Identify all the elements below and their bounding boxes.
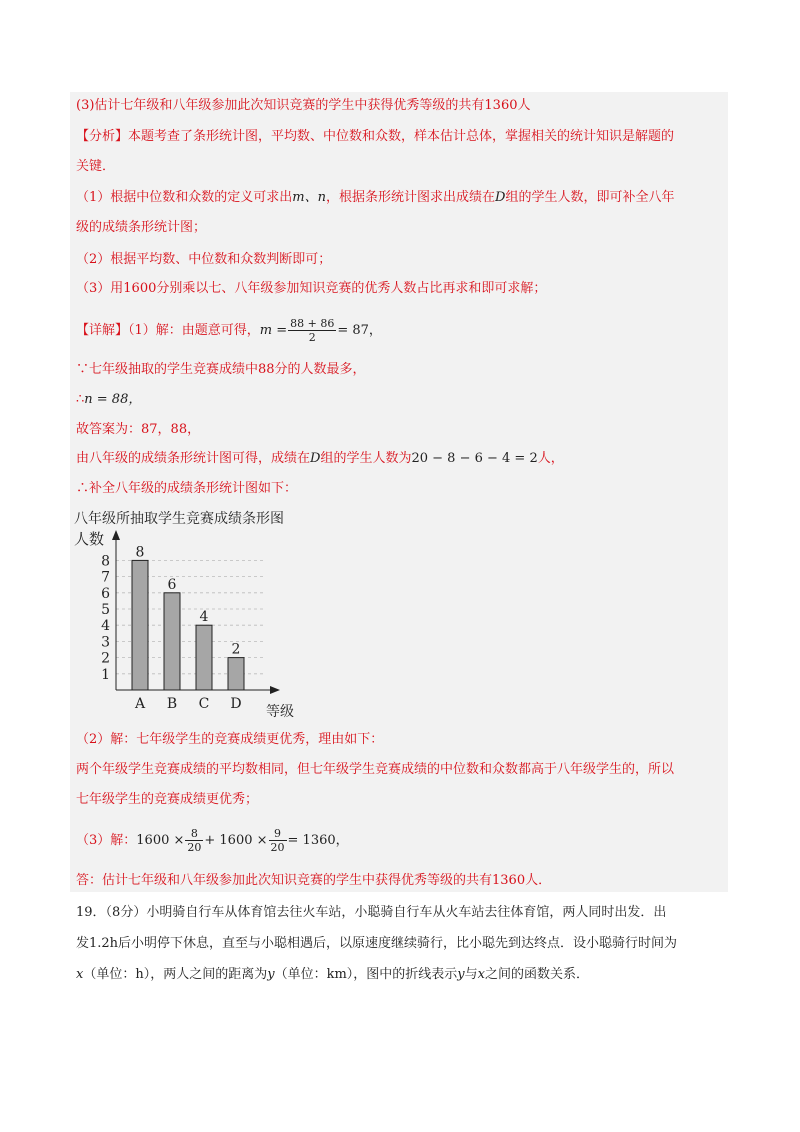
- detail-line-1: [76, 317, 382, 344]
- y-tick-label: 7: [101, 569, 110, 586]
- var-y: y: [267, 967, 275, 982]
- analysis-line-5: （2）根据平均数、中位数和众数判断即可；: [76, 252, 332, 267]
- fraction-1: [185, 827, 203, 854]
- y-tick-label: 5: [101, 602, 110, 618]
- text-d: （单位：km），图中的折线表示: [274, 967, 458, 982]
- text-b: （单位：h），两人之间的距离为: [83, 967, 268, 982]
- x-tick-label: A: [134, 696, 146, 712]
- bar-chart: [70, 528, 310, 728]
- eq-right: = 87，: [337, 323, 382, 338]
- text-b: 组的学生人数为: [320, 451, 412, 466]
- denominator-1: 20: [187, 841, 202, 854]
- analysis-line-4: 级的成绩条形统计图；: [76, 220, 207, 235]
- eq-left: m =: [259, 323, 288, 338]
- bar: [196, 625, 212, 690]
- therefore: ∴: [76, 392, 85, 407]
- x-axis-arrow: [270, 686, 280, 694]
- eq-n: n = 88，: [84, 392, 142, 407]
- var-d: D: [310, 451, 321, 466]
- numerator-2: 9: [269, 827, 287, 841]
- text-a: 由八年级的成绩条形统计图可得，成绩在: [76, 451, 311, 466]
- y-tick-label: 2: [101, 650, 110, 667]
- y-tick-label: 8: [101, 553, 110, 570]
- expr-1: 1600 ×: [136, 833, 185, 848]
- denominator: 2: [308, 331, 316, 344]
- x-tick-label: C: [198, 696, 210, 712]
- text-c: 组的学生人数，即可补全八年: [505, 190, 675, 205]
- question-line-3: [76, 966, 589, 984]
- analysis-line-2: 关键．: [76, 159, 116, 174]
- var-x: x: [76, 967, 84, 982]
- numerator-1: 8: [185, 827, 203, 841]
- y-tick-label: 1: [101, 666, 110, 683]
- text-h: 之间的函数关系．: [485, 967, 590, 982]
- text-a: 【详解】（1）解：由题意可得，: [76, 323, 260, 338]
- y-tick-label: 4: [101, 618, 110, 635]
- x-tick-label: B: [166, 696, 178, 712]
- fraction: [288, 317, 336, 344]
- question-line-2: 发1.2h后小明停下休息，直至与小聪相遇后，以原速度继续骑行，比小聪先到达终点．设小聪骑行时间为: [76, 936, 678, 951]
- detail-line-3: [76, 391, 141, 409]
- text-a: （3）解：: [76, 833, 137, 848]
- expr-3: = 1360，: [287, 833, 349, 848]
- var-d: D: [495, 190, 506, 205]
- bar: [132, 560, 148, 690]
- var-y2: y: [457, 967, 465, 982]
- text-c: 人，: [537, 451, 564, 466]
- detail-line-4: 故答案为：87，88，: [76, 422, 201, 437]
- var-mn: m、n: [292, 190, 326, 205]
- question-line-1: 19．（8分）小明骑自行车从体育馆去往火车站，小聪骑自行车从火车站去往体育馆，两人同时出发．出: [76, 905, 667, 920]
- eq-count: 20 − 8 − 6 − 4 = 2: [411, 451, 538, 466]
- y-axis-label: 人数: [74, 530, 105, 548]
- detail-line-5: [76, 450, 564, 468]
- part2-line-1: （2）解：七年级学生的竞赛成绩更优秀，理由如下：: [76, 732, 384, 747]
- solution-line-1: (3)估计七年级和八年级参加此次知识竞赛的学生中获得优秀等级的共有1360人: [76, 98, 531, 113]
- chart-title: 八年级所抽取学生竞赛成绩条形图: [74, 511, 284, 527]
- y-tick-label: 6: [101, 585, 110, 602]
- detail-line-6: ∴补全八年级的成绩条形统计图如下：: [76, 481, 298, 496]
- detail-line-2: ∵七年级抽取的学生竞赛成绩中88分的人数最多，: [76, 362, 366, 377]
- expr-2: + 1600 ×: [204, 833, 268, 848]
- part2-line-2: 两个年级学生竞赛成绩的平均数相同，但七年级学生竞赛成绩的中位数和众数都高于八年级学生的，所以: [76, 762, 675, 777]
- text-f: 与: [464, 967, 478, 982]
- y-axis-arrow: [112, 530, 120, 540]
- x-tick-label: D: [230, 696, 242, 712]
- numerator: 88 + 86: [290, 317, 335, 330]
- bar: [164, 593, 180, 690]
- answer-line: 答：估计七年级和八年级参加此次知识竞赛的学生中获得优秀等级的共有1360人．: [76, 873, 552, 888]
- data-label: 2: [231, 641, 241, 658]
- analysis-line-6: （3）用1600分别乘以七、八年级参加知识竞赛的优秀人数占比再求和即可求解；: [76, 281, 547, 296]
- analysis-line-3: [76, 189, 674, 207]
- text-b: ，根据条形统计图求出成绩在: [325, 190, 495, 205]
- analysis-line-1: 【分析】本题考查了条形统计图，平均数、中位数和众数，样本估计总体，掌握相关的统计知识是解题的: [76, 129, 675, 144]
- data-label: 8: [135, 544, 145, 561]
- text-a: （1）根据中位数和众数的定义可求出: [76, 190, 293, 205]
- y-tick-label: 3: [101, 634, 110, 651]
- x-axis-label: 等级: [266, 704, 294, 720]
- data-label: 6: [167, 576, 177, 593]
- var-x2: x: [477, 967, 486, 982]
- bar: [228, 658, 244, 690]
- fraction-2: [269, 827, 287, 854]
- part3-line-1: [76, 827, 349, 854]
- denominator-2: 20: [270, 841, 285, 854]
- part2-line-3: 七年级学生的竞赛成绩更优秀；: [76, 792, 259, 807]
- data-label: 4: [199, 609, 209, 626]
